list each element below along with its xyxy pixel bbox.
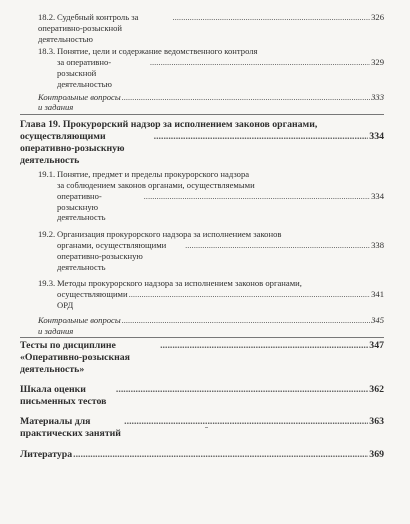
leader-dots — [122, 315, 370, 326]
divider — [20, 114, 384, 115]
leader-dots — [122, 92, 370, 103]
page-number: 369 — [369, 449, 384, 461]
page-number: 334 — [371, 190, 384, 201]
section-title-line1: Понятие, цели и содержание ведомственного контроля — [57, 46, 258, 57]
section-number: 19.1. — [38, 169, 56, 180]
section-title: Тесты по дисциплине «Оперативно-розыскная деятельность» — [20, 340, 130, 376]
table-of-contents — [20, 12, 384, 461]
toc-entry-literature[interactable] — [20, 449, 384, 461]
section-title: Контрольные вопросы и задания — [38, 91, 121, 113]
page-number: 326 — [371, 12, 384, 22]
page-number: 334 — [369, 131, 384, 143]
leader-dots — [150, 57, 370, 68]
page-number: 362 — [369, 384, 384, 396]
section-number: 18.2. — [38, 12, 56, 22]
section-title-line3: оперативно-розыскную деятельность — [57, 190, 106, 223]
toc-entry-control-questions-18[interactable] — [38, 92, 384, 114]
divider — [20, 337, 384, 338]
page-number: 341 — [371, 289, 384, 300]
page-number: 333 — [371, 91, 384, 102]
section-title: Контрольные вопросы и задания — [38, 314, 121, 336]
paper-speck — [205, 427, 208, 428]
page-number: 347 — [369, 340, 384, 352]
leader-dots — [185, 240, 370, 251]
section-title: Шкала оценки письменных тестов — [20, 384, 107, 408]
section-title-line2: за соблюдением законов органами, осуществляемыми — [57, 179, 255, 190]
leader-dots — [160, 340, 368, 352]
toc-entry-tests[interactable] — [20, 340, 384, 376]
leader-dots — [116, 384, 368, 396]
toc-entry-scale[interactable] — [20, 384, 384, 408]
chapter-title-line1: Глава 19. Прокурорский надзор за исполнением законов органами, — [20, 119, 318, 131]
leader-dots — [73, 449, 368, 461]
page-number: 345 — [371, 314, 384, 325]
section-number: 19.2. — [38, 229, 56, 240]
toc-entry-19-1[interactable] — [38, 169, 384, 223]
section-title-line2: за оперативно-розыскной деятельностью — [57, 57, 112, 89]
leader-dots — [144, 191, 370, 202]
toc-entry-chapter-19[interactable] — [20, 119, 384, 167]
section-title-line1: Организация прокурорского надзора за исполнением законов — [57, 229, 282, 240]
section-title-line1: Методы прокурорского надзора за исполнением законов органами, — [57, 278, 302, 289]
page-number: 338 — [371, 239, 384, 250]
section-title-line1: Понятие, предмет и пределы прокурорского надзора — [57, 169, 250, 180]
chapter-title-line2: осуществляющими оперативно-розыскную деятельность — [20, 131, 125, 167]
toc-entry-18-2[interactable] — [38, 12, 384, 44]
toc-entry-control-questions-19[interactable] — [38, 315, 384, 337]
section-number: 18.3. — [38, 46, 56, 57]
leader-dots — [154, 131, 369, 143]
toc-entry-18-3[interactable] — [38, 46, 384, 89]
section-title: Судебный контроль за оперативно-розыскной деятельностью — [38, 12, 139, 44]
leader-dots — [124, 416, 368, 428]
page-number: 329 — [371, 57, 384, 68]
section-title: Материалы для практических занятий — [20, 416, 121, 440]
page-number: 363 — [369, 416, 384, 428]
section-title: Литература — [20, 449, 73, 461]
toc-entry-19-3[interactable] — [38, 278, 384, 310]
toc-entry-materials[interactable] — [20, 416, 384, 440]
section-number: 19.3. — [38, 278, 56, 289]
section-title-line2: осуществляющими ОРД — [57, 289, 128, 310]
section-title-line2: органами, осуществляющими оперативно-розыскную деятельность — [57, 239, 167, 272]
leader-dots — [172, 12, 370, 23]
toc-entry-19-2[interactable] — [38, 229, 384, 272]
leader-dots — [129, 289, 371, 300]
